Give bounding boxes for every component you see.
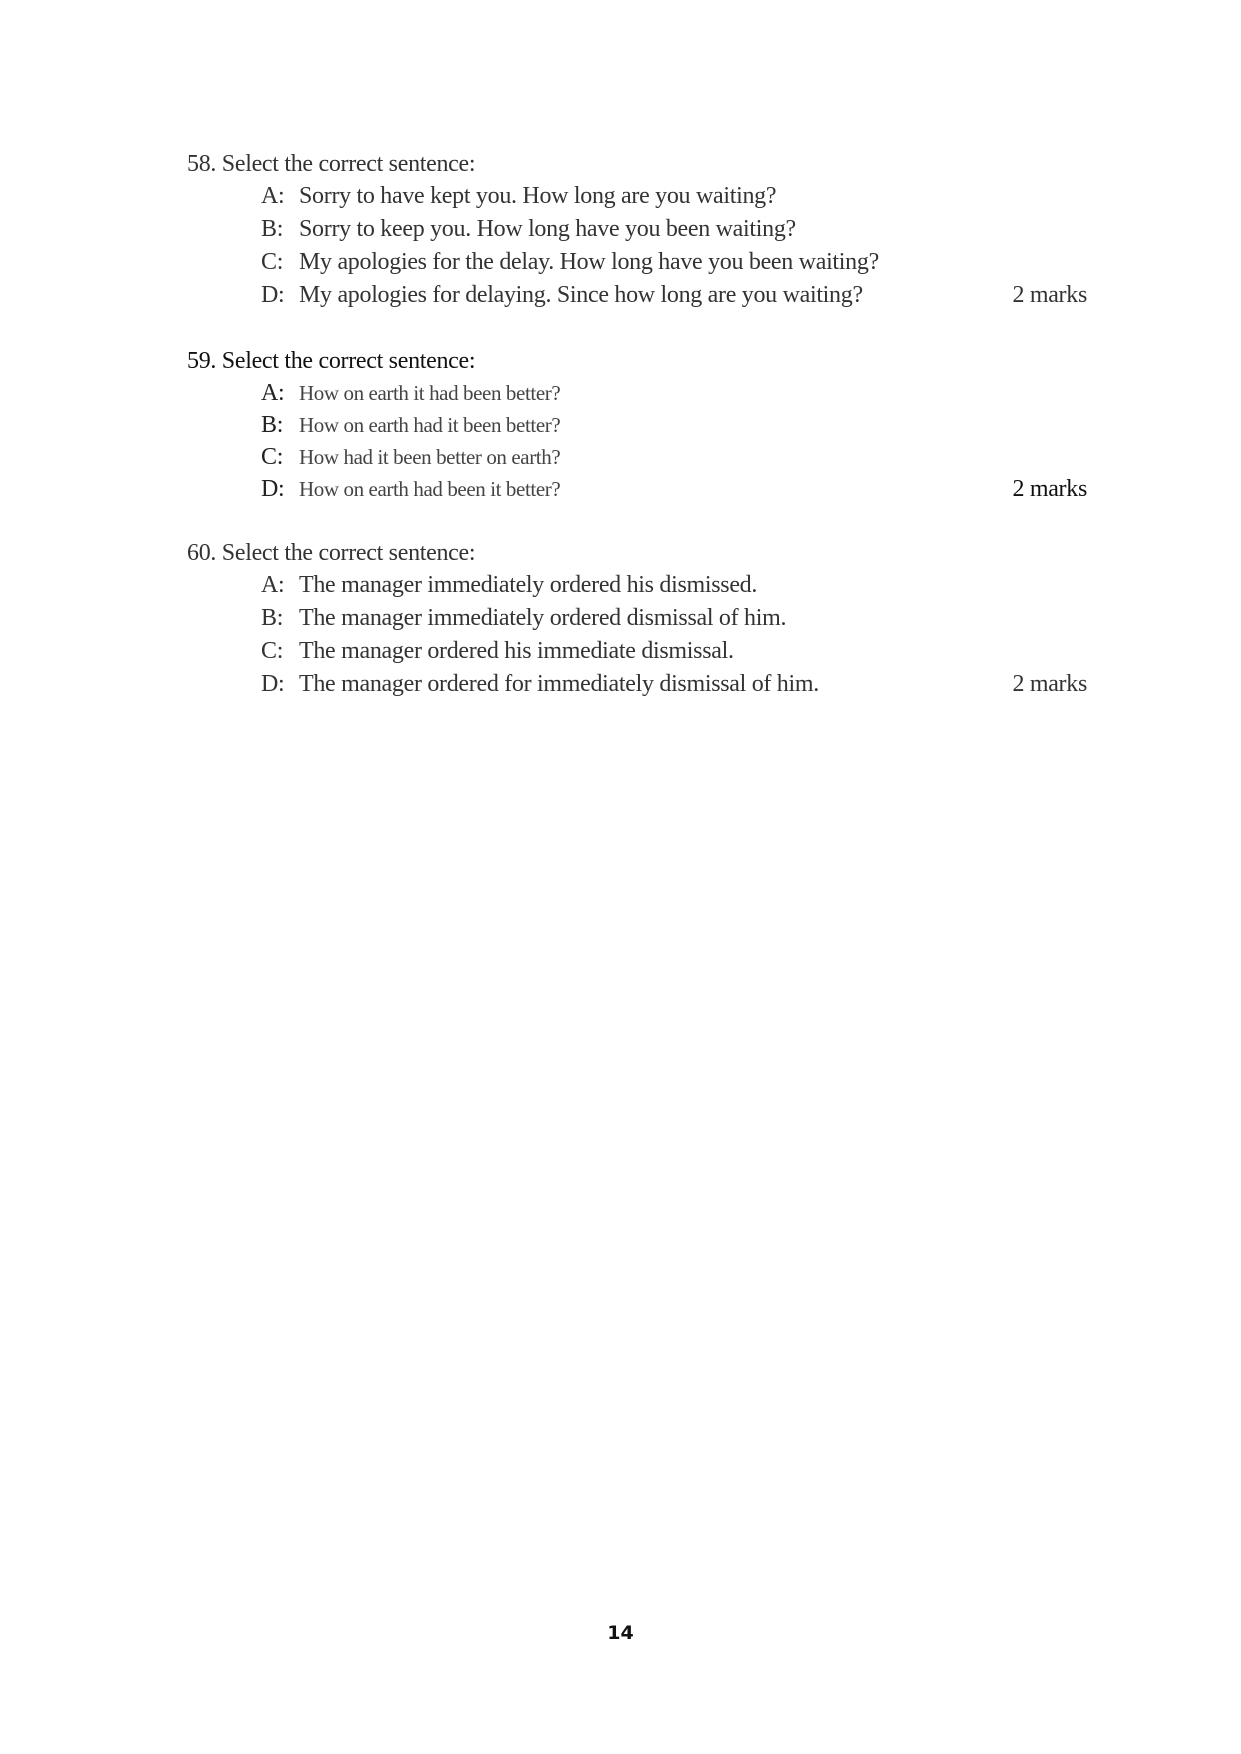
- option-text: The manager ordered for immediately dismissal of him.: [299, 671, 819, 697]
- option-text: How on earth had it been better?: [299, 413, 561, 437]
- question-title: 60. Select the correct sentence:: [187, 540, 476, 566]
- option-a: [261, 377, 1087, 409]
- page-number: 14: [607, 1622, 634, 1644]
- option-d: [187, 473, 1087, 505]
- option-b: [261, 213, 1087, 246]
- marks-label: 2 marks: [1012, 282, 1087, 308]
- option-b: [261, 602, 1087, 635]
- option-text: Sorry to have kept you. How long are you waiting?: [299, 183, 777, 209]
- option-letter: B:: [261, 216, 284, 242]
- question-59: [187, 345, 1087, 505]
- option-c: [261, 246, 1087, 279]
- option-letter: C:: [261, 249, 284, 275]
- option-d: [187, 279, 1087, 312]
- option-letter: A:: [261, 380, 285, 406]
- option-letter: C:: [261, 638, 284, 664]
- option-letter: D:: [261, 671, 285, 697]
- option-text: My apologies for the delay. How long have you been waiting?: [299, 249, 879, 275]
- option-letter: A:: [261, 183, 285, 209]
- option-letter: C:: [261, 444, 284, 470]
- question-title: 59. Select the correct sentence:: [187, 348, 476, 374]
- option-text: How on earth had been it better?: [299, 477, 561, 501]
- option-c: [261, 635, 1087, 668]
- question-58: [187, 148, 1087, 312]
- option-text: How had it been better on earth?: [299, 445, 561, 469]
- option-text: My apologies for delaying. Since how long are you waiting?: [299, 282, 863, 308]
- question-title: 58. Select the correct sentence:: [187, 151, 476, 177]
- option-a: [261, 180, 1087, 213]
- option-text: How on earth it had been better?: [299, 381, 561, 405]
- question-60: [187, 537, 1087, 701]
- marks-label: 2 marks: [1012, 476, 1087, 502]
- option-c: [261, 441, 1087, 473]
- option-letter: B:: [261, 412, 284, 438]
- option-text: The manager ordered his immediate dismissal.: [299, 638, 734, 664]
- marks-label: 2 marks: [1012, 671, 1087, 697]
- option-letter: D:: [261, 476, 285, 502]
- option-letter: A:: [261, 572, 285, 598]
- option-letter: D:: [261, 282, 285, 308]
- option-text: Sorry to keep you. How long have you been waiting?: [299, 216, 796, 242]
- option-text: The manager immediately ordered his dismissed.: [299, 572, 758, 598]
- option-a: [261, 569, 1087, 602]
- option-d: [187, 668, 1087, 701]
- option-text: The manager immediately ordered dismissal of him.: [299, 605, 787, 631]
- option-b: [261, 409, 1087, 441]
- option-letter: B:: [261, 605, 284, 631]
